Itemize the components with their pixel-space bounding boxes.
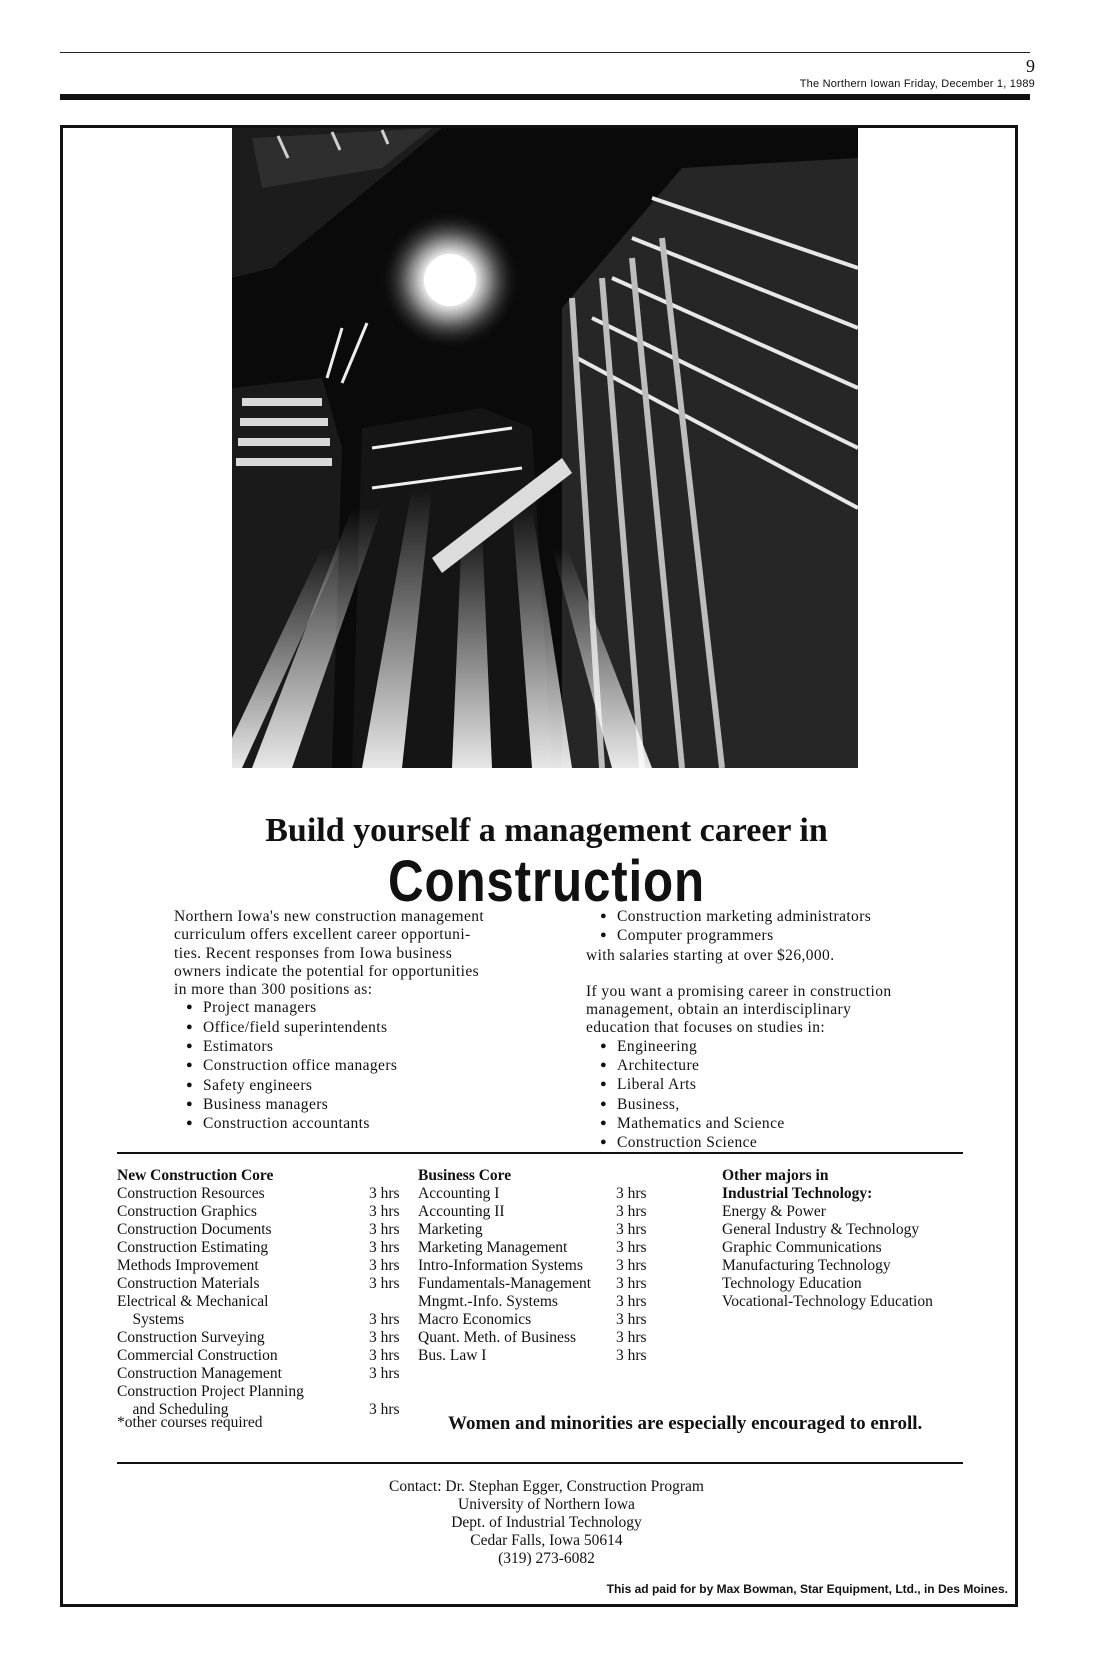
salary-line: with salaries starting at over $26,000. [586,946,835,964]
course-hours: 3 hrs [616,1275,647,1292]
course-hours: 3 hrs [616,1185,647,1202]
course-row [117,1293,417,1311]
position-item: ● Business managers [186,1096,534,1115]
course-name: Marketing Management [418,1239,568,1256]
course-name: Bus. Law I [418,1347,487,1364]
course-hours: 3 hrs [369,1401,400,1418]
position-item: ● Construction accountants [186,1115,534,1134]
major-item: General Industry & Technology [722,1221,920,1238]
course-hours: 3 hrs [369,1275,400,1292]
course-hours: 3 hrs [616,1203,647,1220]
right-intro-column [586,908,966,1154]
course-row [117,1185,417,1203]
contact-phone: (319) 273-6082 [498,1550,595,1567]
study-item: ● Construction Science [600,1134,966,1153]
course-hours [369,1383,417,1401]
other-majors-list [722,1167,982,1311]
course-row [418,1329,664,1347]
course-name: Marketing [418,1221,483,1238]
position-item: ● Office/field superintendents [186,1019,534,1038]
course-hours: 3 hrs [369,1347,400,1364]
intro-column [174,908,534,1135]
promise-line: education that focuses on studies in: [586,1019,826,1037]
course-hours: 3 hrs [616,1347,647,1364]
studies-list [600,1038,966,1154]
course-name: Electrical & Mechanical [117,1293,269,1310]
course-hours: 3 hrs [616,1257,647,1274]
position-item: ● Construction office managers [186,1057,534,1076]
section-divider [117,1462,963,1464]
page-number: 9 [1026,56,1035,76]
course-name: Construction Graphics [117,1203,257,1220]
course-name: Accounting I [418,1185,500,1202]
intro-line: ties. Recent responses from Iowa business [174,944,453,962]
course-row [117,1311,417,1329]
position-item: ● Estimators [186,1038,534,1057]
major-item: Energy & Power [722,1203,826,1220]
contact-line: Contact: Dr. Stephan Egger, Construction Program [389,1478,704,1495]
course-name: Commercial Construction [117,1347,278,1364]
position-item: ● Project managers [186,999,534,1018]
masthead-dateline: The Northern Iowan Friday, December 1, 1989 [799,78,1035,90]
course-name: Construction Project Planning [117,1383,304,1400]
study-item: ● Mathematics and Science [600,1115,966,1134]
study-item: ● Liberal Arts [600,1076,966,1095]
intro-line: curriculum offers excellent career opportuni- [174,926,471,944]
course-name: Construction Documents [117,1221,272,1238]
course-hours: 3 hrs [369,1185,400,1202]
business-core-list [418,1167,664,1365]
promise-line: If you want a promising career in construction [586,982,892,1000]
course-row [117,1383,417,1401]
position-item: ● Computer programmers [600,927,966,946]
course-row [418,1347,664,1365]
construction-core-heading: New Construction Core [117,1167,274,1184]
course-row [418,1185,664,1203]
course-row [117,1257,417,1275]
course-hours: 3 hrs [369,1365,400,1382]
course-row [418,1275,664,1293]
course-hours: 3 hrs [369,1221,400,1238]
intro-line: in more than 300 positions as: [174,981,373,999]
study-item: ● Business, [600,1096,966,1115]
course-name: Intro-Information Systems [418,1257,583,1274]
course-name: Quant. Meth. of Business [418,1329,577,1346]
course-row [117,1239,417,1257]
course-name: and Scheduling [117,1401,229,1418]
courses-footnote: *other courses required [117,1414,263,1431]
contact-line: Dept. of Industrial Technology [451,1514,642,1531]
contact-line: Cedar Falls, Iowa 50614 [470,1532,623,1549]
course-row [418,1311,664,1329]
intro-line: Northern Iowa's new construction management [174,908,485,925]
business-core-heading: Business Core [418,1167,512,1184]
course-hours: 3 hrs [369,1239,400,1256]
major-item: Technology Education [722,1275,862,1292]
ad-title: Construction [388,849,705,914]
contact-line: University of Northern Iowa [458,1496,635,1513]
construction-core-list [117,1167,417,1419]
intro-line: owners indicate the potential for opportunities [174,962,480,980]
section-divider [117,1152,963,1154]
course-row [117,1203,417,1221]
course-hours: 3 hrs [616,1293,647,1310]
major-item: Graphic Communications [722,1239,882,1256]
course-name: Fundamentals-Management [418,1275,592,1292]
course-row [117,1329,417,1347]
course-hours: 3 hrs [616,1239,647,1256]
course-name: Construction Management [117,1365,282,1382]
ad-paid-by-notice: This ad paid for by Max Bowman, Star Equipment, Ltd., in Des Moines. [606,1582,1008,1596]
header-rule-thick [60,94,1030,100]
course-row [117,1365,417,1383]
promise-line: management, obtain an interdisciplinary [586,1001,852,1019]
course-hours: 3 hrs [616,1329,647,1346]
encouragement-statement: Women and minorities are especially encouraged to enroll. [448,1413,923,1434]
course-name: Systems [117,1311,185,1328]
header-rule [60,52,1030,53]
study-item: ● Architecture [600,1057,966,1076]
course-row [418,1257,664,1275]
course-hours: 3 hrs [369,1257,400,1274]
course-hours: 3 hrs [369,1203,400,1220]
course-hours: 3 hrs [616,1311,647,1328]
major-item: Vocational-Technology Education [722,1293,933,1310]
course-row [117,1347,417,1365]
course-name: Construction Estimating [117,1239,269,1256]
skyscraper-illustration [232,128,858,768]
ad-headline: Build yourself a management career in [265,812,828,849]
other-majors-heading: Industrial Technology: [722,1185,873,1202]
course-hours: 3 hrs [369,1329,400,1346]
major-item: Manufacturing Technology [722,1257,891,1274]
course-row [418,1221,664,1239]
course-hours: 3 hrs [369,1311,400,1328]
course-name: Macro Economics [418,1311,532,1328]
course-hours [369,1293,417,1311]
course-row [418,1293,664,1311]
course-row [418,1203,664,1221]
position-item: ● Construction marketing administrators [600,908,966,927]
other-majors-heading: Other majors in [722,1167,829,1184]
course-name: Accounting II [418,1203,505,1220]
positions-list [186,999,534,1134]
position-item: ● Safety engineers [186,1077,534,1096]
course-row [418,1239,664,1257]
course-name: Construction Surveying [117,1329,265,1346]
course-name: Methods Improvement [117,1257,259,1274]
course-hours: 3 hrs [616,1221,647,1238]
course-name: Construction Materials [117,1275,260,1292]
spacer [586,965,966,983]
course-name: Mngmt.-Info. Systems [418,1293,558,1310]
course-row [117,1221,417,1239]
positions-list-continued [600,908,966,947]
contact-block [0,1478,1093,1568]
course-row [117,1275,417,1293]
study-item: ● Engineering [600,1038,966,1057]
course-name: Construction Resources [117,1185,265,1202]
